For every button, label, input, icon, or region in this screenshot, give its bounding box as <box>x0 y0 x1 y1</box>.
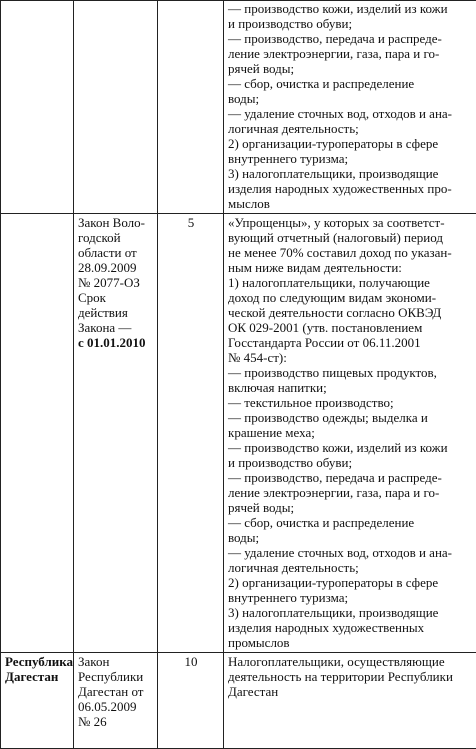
law-line: Закон <box>78 654 154 669</box>
condition-line: 2) организации-туроператоры в сфере <box>228 136 473 151</box>
region-name-line: Республика <box>5 654 70 669</box>
condition-line: — удаление сточных вод, отходов и ана- <box>228 545 473 560</box>
law-line: Дагестан от <box>78 684 154 699</box>
condition-line: — производство пищевых продуктов, <box>228 365 473 380</box>
conditions-cell <box>224 214 476 653</box>
region-cell <box>1 214 74 653</box>
condition-line: доход по следующим видам экономи- <box>228 290 473 305</box>
law-line: действия <box>78 305 154 320</box>
law-line: Срок <box>78 290 154 305</box>
law-line: Республики <box>78 669 154 684</box>
rate-cell: 10 <box>158 653 224 749</box>
law-line: Закон Воло- <box>78 215 154 230</box>
table-row <box>1 1 476 214</box>
condition-line: ческой деятельности согласно ОКВЭД <box>228 305 473 320</box>
condition-line: — производство, передача и распреде- <box>228 31 473 46</box>
condition-line: внутреннего туризма; <box>228 151 473 166</box>
condition-line: логичная деятельность; <box>228 560 473 575</box>
region-name-line: Дагестан <box>5 669 70 684</box>
table-row <box>1 214 476 653</box>
condition-line: «Упрощенцы», у которых за соответст- <box>228 215 473 230</box>
law-line: № 2077-ОЗ <box>78 275 154 290</box>
condition-line: внутреннего туризма; <box>228 590 473 605</box>
condition-line: ОК 029-2001 (утв. постановлением <box>228 320 473 335</box>
condition-line: — производство, передача и распреде- <box>228 470 473 485</box>
condition-line: и производство обуви; <box>228 455 473 470</box>
condition-line: — производство кожи, изделий из кожи <box>228 440 473 455</box>
law-line: 28.09.2009 <box>78 260 154 275</box>
law-cell <box>74 1 158 214</box>
condition-line: — сбор, очистка и распределение <box>228 515 473 530</box>
conditions-cell <box>224 1 476 214</box>
condition-line: — сбор, очистка и распределение <box>228 76 473 91</box>
law-effective-date: с 01.01.2010 <box>78 335 154 350</box>
rate-cell <box>158 1 224 214</box>
law-line: 06.05.2009 <box>78 699 154 714</box>
condition-line: рячей воды; <box>228 500 473 515</box>
condition-line: деятельность на территории Республики <box>228 669 473 684</box>
law-line: Закона — <box>78 320 154 335</box>
condition-line: включая напитки; <box>228 380 473 395</box>
condition-line: воды; <box>228 91 473 106</box>
condition-line: — производство кожи, изделий из кожи <box>228 1 473 16</box>
condition-line: Госстандарта России от 06.11.2001 <box>228 335 473 350</box>
condition-line: 3) налогоплательщики, производящие <box>228 605 473 620</box>
condition-line: Налогоплательщики, осуществляющие <box>228 654 473 669</box>
condition-line: Дагестан <box>228 684 473 699</box>
condition-line: 1) налогоплательщики, получающие <box>228 275 473 290</box>
law-line: № 26 <box>78 714 154 729</box>
law-line: годской <box>78 230 154 245</box>
condition-line: логичная деятельность; <box>228 121 473 136</box>
rate-cell: 5 <box>158 214 224 653</box>
condition-line: изделия народных художественных про- <box>228 181 473 196</box>
condition-line: крашение меха; <box>228 425 473 440</box>
condition-line: и производство обуви; <box>228 16 473 31</box>
condition-line: — текстильное производство; <box>228 395 473 410</box>
condition-line: — производство одежды; выделка и <box>228 410 473 425</box>
condition-line: промыслов <box>228 635 473 650</box>
law-cell <box>74 214 158 653</box>
condition-line: не менее 70% составил доход по указан- <box>228 245 473 260</box>
condition-line: 2) организации-туроператоры в сфере <box>228 575 473 590</box>
condition-line: изделия народных художественных <box>228 620 473 635</box>
condition-line: ление электроэнергии, газа, пара и го- <box>228 46 473 61</box>
condition-line: мыслов <box>228 196 473 211</box>
condition-line: рячей воды; <box>228 61 473 76</box>
condition-line: ным ниже видам деятельности: <box>228 260 473 275</box>
condition-line: вующий отчетный (налоговый) период <box>228 230 473 245</box>
condition-line: № 454-ст): <box>228 350 473 365</box>
law-line: области от <box>78 245 154 260</box>
condition-line: ление электроэнергии, газа, пара и го- <box>228 485 473 500</box>
region-cell <box>1 1 74 214</box>
condition-line: — удаление сточных вод, отходов и ана- <box>228 106 473 121</box>
condition-line: воды; <box>228 530 473 545</box>
condition-line: 3) налогоплательщики, производящие <box>228 166 473 181</box>
